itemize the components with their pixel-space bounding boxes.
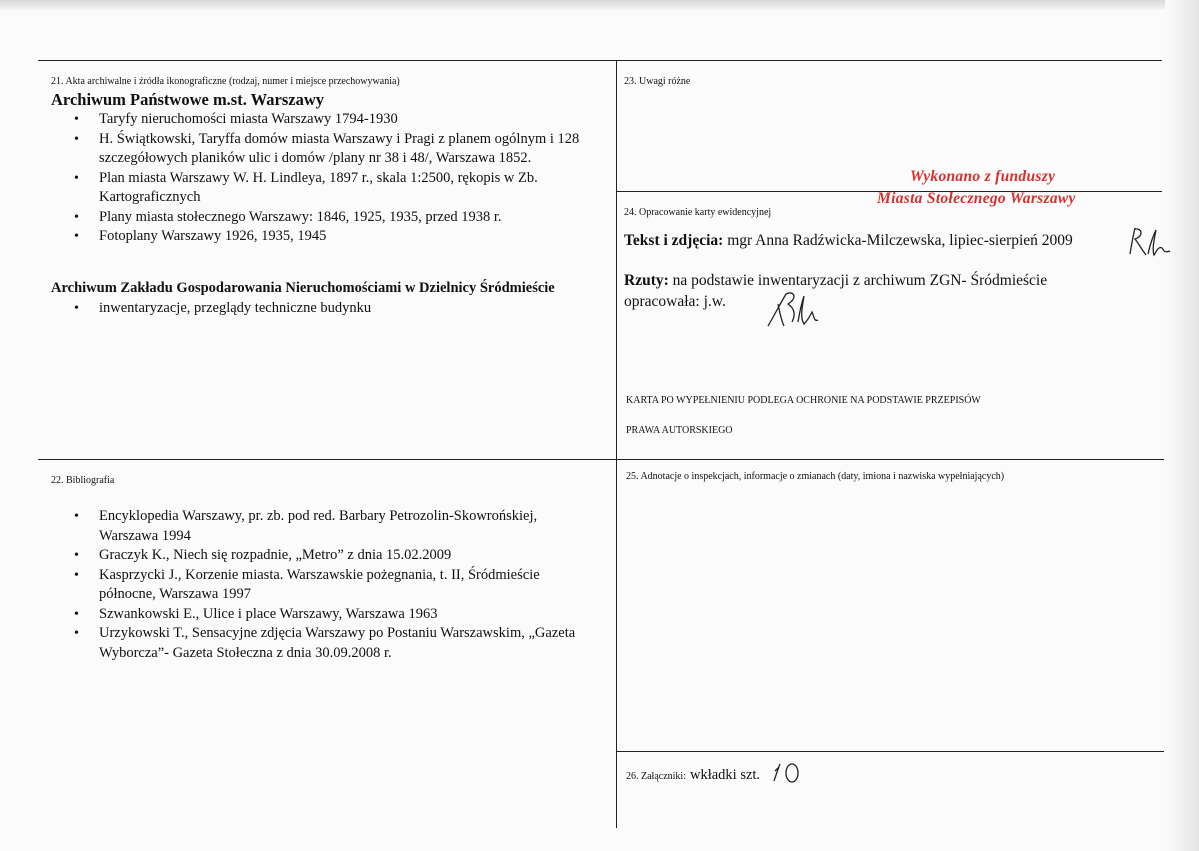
top-border (38, 60, 1162, 61)
floor-plans-value: na podstawie inwentaryzacji z archiwum ZGN- Śródmieście (668, 272, 1048, 289)
divider-25-26 (616, 751, 1164, 752)
signature-1 (1124, 224, 1172, 260)
mid-divider (38, 459, 1164, 460)
list-item: • Kasprzycki J., Korzenie miasta. Warszawskie pożegnania, t. II, Śródmieście północne, Warszawa 1997 (51, 566, 591, 605)
signature-2 (764, 282, 822, 332)
bibliography-list (51, 507, 591, 663)
section-24-label: 24. Opracowanie karty ewidencyjnej (624, 207, 772, 218)
list-item: • Fotoplany Warszawy 1926, 1935, 1945 (51, 227, 611, 247)
copyright-notice-line-2: PRAWA AUTORSKIEGO (626, 425, 733, 436)
text-and-photos-line (624, 232, 1073, 250)
funding-stamp-line-2: Miasta Stołecznego Warszawy (877, 190, 1076, 207)
archive-heading-2: Archiwum Zakładu Gospodarowania Nieruchomościami w Dzielnicy Śródmieście (51, 280, 555, 296)
section-23-label: 23. Uwagi różne (624, 76, 691, 87)
funding-stamp-line-1: Wykonano z funduszy (910, 168, 1056, 185)
list-item: • Taryfy nieruchomości miasta Warszawy 1794-1930 (51, 110, 611, 130)
list-item: • Urzykowski T., Sensacyjne zdjęcia Warszawy po Postaniu Warszawskim, „Gazeta Wyborcza”- Gazeta Stołeczna z dnia 30.09.2008 r. (51, 624, 591, 663)
text-and-photos-label: Tekst i zdjęcia: (624, 232, 724, 249)
section-22-label: 22. Bibliografia (51, 475, 115, 486)
section-21-label: 21. Akta archiwalne i źródła ikonograficzne (rodzaj, numer i miejsce przechowywania) (51, 76, 400, 87)
center-divider (616, 60, 617, 828)
text-and-photos-value: mgr Anna Radźwicka-Milczewska, lipiec-sierpień 2009 (723, 232, 1073, 249)
attachments-value: wkładki szt. (689, 767, 761, 783)
archive-list-2 (51, 299, 611, 319)
archive-list-1 (51, 110, 611, 247)
list-item: • Graczyk K., Niech się rozpadnie, „Metro” z dnia 15.02.2009 (51, 546, 591, 566)
list-item: • inwentaryzacje, przeglądy techniczne budynku (51, 299, 611, 319)
attachments-line (626, 766, 760, 784)
list-item: • Plan miasta Warszawy W. H. Lindleya, 1897 r., skala 1:2500, rękopis w Zb. Kartograficznych (51, 169, 611, 208)
scan-top-edge (0, 0, 1199, 10)
scan-right-edge (1165, 0, 1199, 851)
list-item: • Plany miasta stołecznego Warszawy: 1846, 1925, 1935, przed 1938 r. (51, 208, 611, 228)
handwritten-count (771, 760, 803, 786)
floor-plans-line (624, 272, 1047, 290)
section-26-label: 26. Załączniki: (626, 771, 686, 782)
section-25-label: 25. Adnotacje o inspekcjach, informacje o zmianach (daty, imiona i nazwiska wypełniających) (626, 471, 1005, 482)
list-item: • Encyklopedia Warszawy, pr. zb. pod red. Barbary Petrozolin-Skowrońskiej, Warszawa 1994 (51, 507, 591, 546)
archive-heading-1: Archiwum Państwowe m.st. Warszawy (51, 90, 324, 109)
floor-plans-label: Rzuty: (624, 272, 669, 289)
prepared-by: opracowała: j.w. (624, 293, 726, 310)
list-item: • Szwankowski E., Ulice i place Warszawy, Warszawa 1963 (51, 605, 591, 625)
list-item: • H. Świątkowski, Taryffa domów miasta Warszawy i Pragi z planem ogólnym i 128 szczegółowych planików ulic i domów /plany nr 38 i 48/, Warszawa 1852. (51, 130, 611, 169)
copyright-notice-line-1: KARTA PO WYPEŁNIENIU PODLEGA OCHRONIE NA PODSTAWIE PRZEPISÓW (626, 395, 981, 406)
